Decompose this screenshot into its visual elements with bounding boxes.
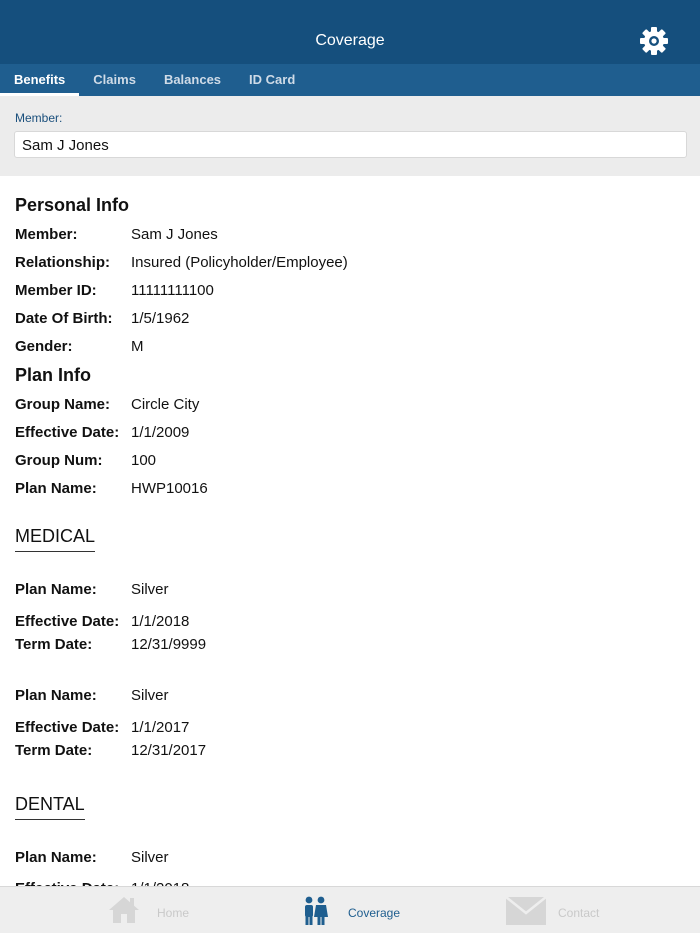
info-row (15, 636, 615, 656)
info-row (15, 254, 615, 274)
field-label: Plan Name: (15, 581, 97, 598)
field-value: Silver (131, 581, 169, 598)
section-title-personal-info: Personal Info (15, 195, 130, 215)
field-value: Silver (131, 849, 169, 866)
info-row (15, 338, 615, 358)
field-label: Relationship: (15, 254, 111, 271)
field-label: Plan Name: (15, 480, 97, 497)
info-row (15, 226, 615, 246)
app-header (0, 0, 700, 64)
member-selector-panel (0, 96, 700, 176)
nav-contact-label: Contact (558, 906, 600, 920)
info-row (15, 719, 615, 739)
home-icon (108, 895, 140, 925)
info-row (15, 480, 615, 500)
info-row (15, 424, 615, 444)
field-label: Effective Date: (15, 613, 120, 630)
member-select-field[interactable]: Sam J Jones (14, 131, 687, 158)
section-heading-dental: DENTAL (15, 794, 85, 820)
field-label: Plan Name: (15, 849, 97, 866)
nav-home-label: Home (157, 906, 190, 920)
field-value: 1/1/2018 (131, 613, 190, 630)
field-label: Member ID: (15, 282, 97, 299)
field-value: M (131, 338, 144, 355)
info-row (15, 310, 615, 330)
field-value: HWP10016 (131, 480, 208, 497)
tab-id-card[interactable]: ID Card (249, 72, 296, 87)
field-value: 12/31/9999 (131, 636, 207, 653)
section-title-plan-info: Plan Info (15, 365, 91, 385)
info-row (15, 396, 615, 416)
field-label: Group Name: (15, 396, 111, 413)
info-row (15, 282, 615, 302)
bottom-nav-bar (0, 886, 700, 933)
info-row (15, 742, 615, 762)
field-value: 1/1/2009 (131, 424, 190, 441)
field-value: 12/31/2017 (131, 742, 207, 759)
field-value: 11111111100 (131, 282, 214, 299)
field-value: Sam J Jones (131, 226, 218, 243)
field-label: Effective Date: (15, 719, 120, 736)
section-heading-medical: MEDICAL (15, 526, 95, 552)
field-value: 1/1/2017 (131, 719, 190, 736)
tab-claims[interactable]: Claims (93, 72, 136, 87)
nav-coverage[interactable] (300, 887, 420, 934)
field-label: Gender: (15, 338, 73, 355)
tab-balances[interactable]: Balances (163, 72, 222, 87)
info-row (15, 452, 615, 472)
nav-contact[interactable] (505, 887, 615, 934)
field-label: Effective Date: (15, 424, 120, 441)
field-label: Plan Name: (15, 687, 97, 704)
benefits-content[interactable] (0, 176, 700, 886)
field-value: Silver (131, 687, 169, 704)
info-row (15, 849, 615, 869)
family-icon (302, 895, 328, 927)
field-label: Member: (15, 226, 78, 243)
field-label: Term Date: (15, 742, 93, 759)
field-label: Group Num: (15, 452, 103, 469)
nav-coverage-label: Coverage (348, 906, 401, 920)
field-label: Term Date: (15, 636, 93, 653)
tab-benefits[interactable]: Benefits (0, 64, 79, 96)
info-row (15, 687, 615, 707)
envelope-icon (506, 897, 546, 925)
gear-icon[interactable] (639, 26, 669, 56)
info-row (15, 581, 615, 601)
page-title: Coverage (315, 32, 385, 49)
nav-home[interactable] (100, 887, 210, 934)
member-label: Member: (15, 111, 63, 125)
field-value: 1/5/1962 (131, 310, 190, 327)
field-value: Insured (Policyholder/Employee) (131, 254, 348, 271)
field-value: 100 (131, 452, 157, 469)
tab-bar (0, 64, 700, 96)
field-label: Date Of Birth: (15, 310, 113, 327)
info-row (15, 613, 615, 633)
field-value: Circle City (131, 396, 200, 413)
